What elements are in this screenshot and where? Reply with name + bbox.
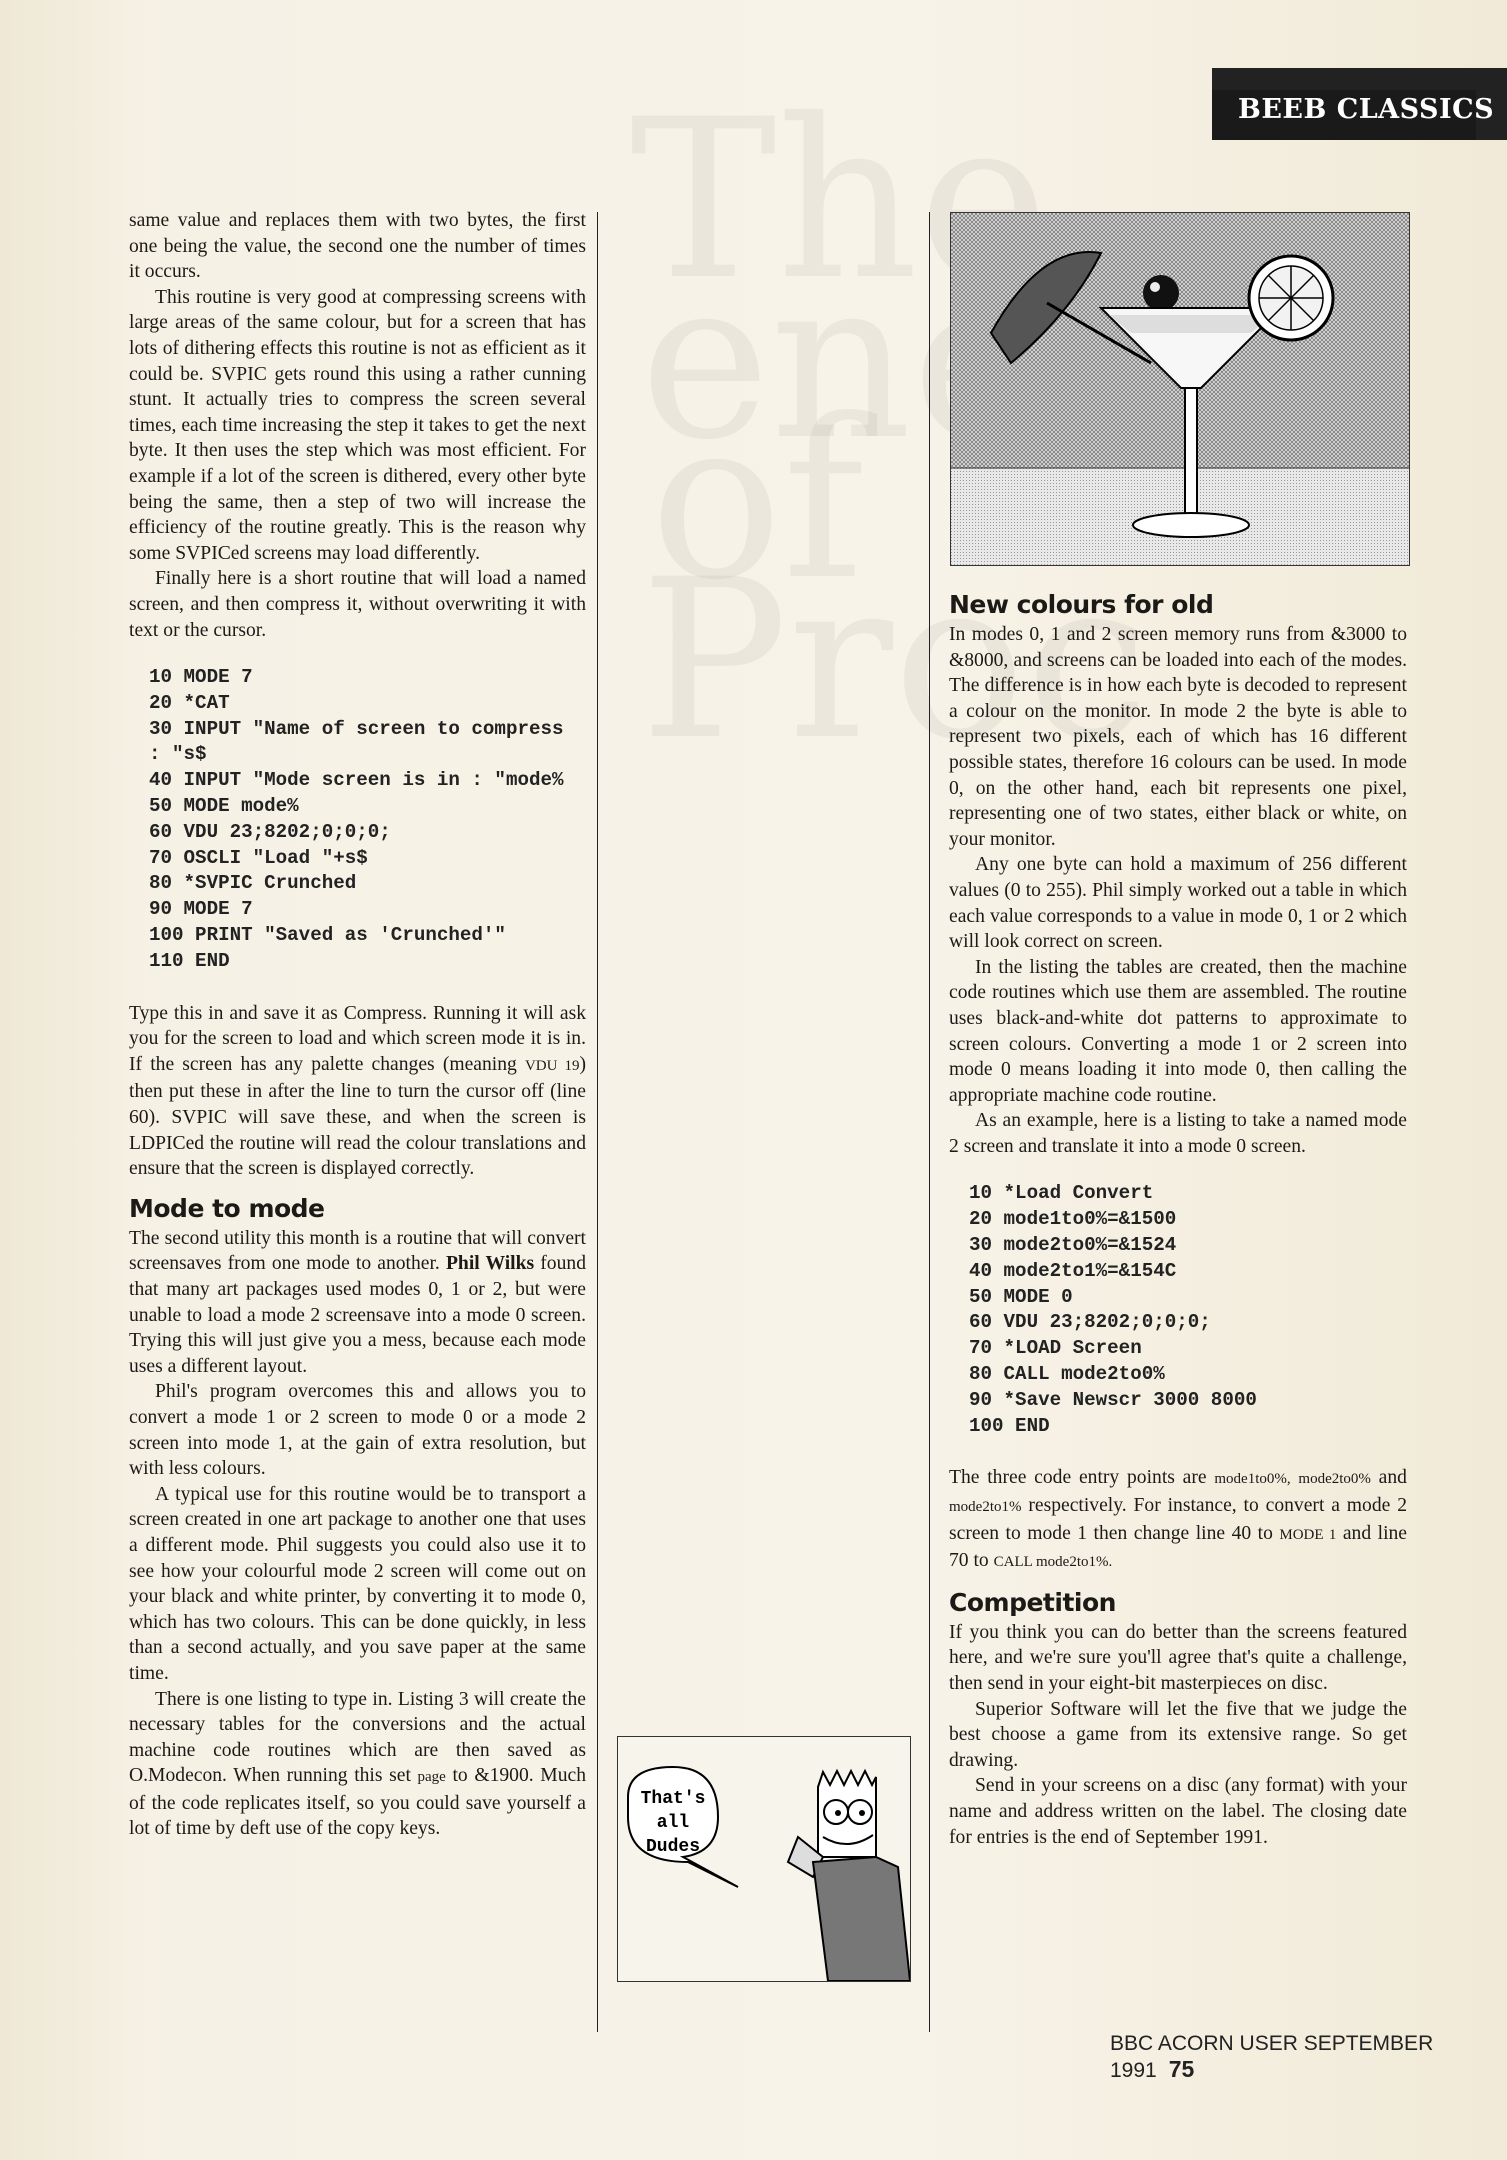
- right-column: [949, 588, 1407, 1850]
- paragraph: Send in your screens on a disc (any format) with your name and address written on the label. The closing date for entries is the end of September 1991.: [949, 1775, 1407, 1848]
- code-line: 10 MODE 7: [149, 666, 253, 689]
- paragraph: Phil's program overcomes this and allows you to convert a mode 1 or 2 screen to mode 0 or a mode 2 screen into mode 1, at the gain of extra resolution, but with less colours.: [129, 1381, 586, 1480]
- code-line: 20 mode1to0%=&1500: [969, 1208, 1177, 1231]
- left-column: [129, 208, 586, 1842]
- code-listing-convert: [969, 1181, 1407, 1439]
- paragraph: Any one byte can hold a maximum of 256 different values (0 to 255). Phil simply worked out a table in which each value corresponds to a value in mode 0, 1 or 2 which will look correct on screen.: [949, 854, 1407, 953]
- page-footer: [1110, 2032, 1507, 2083]
- paragraph: In the listing the tables are created, then the machine code routines which use them are assembled. The routine uses black-and-white dot patterns to approximate to screen colours. Converting a mode 1 or 2 screen into mode 0 means loading it into mode 0, then calling the appropriate machine code routine.: [949, 956, 1407, 1106]
- code-line: 40 mode2to1%=&154C: [969, 1259, 1177, 1282]
- cocktail-illustration: [951, 213, 1409, 565]
- code-line: 80 *SVPIC Crunched: [149, 872, 357, 895]
- paragraph: same value and replaces them with two bytes, the first one being the value, the second one the number of times it occurs.: [129, 210, 586, 283]
- code-line: 60 VDU 23;8202;0;0;0;: [969, 1311, 1211, 1334]
- paragraph: The three code entry points are mode1to0%, mode2to0% and mode2to1% respectively. For instance, to convert a mode 2 screen to mode 1 then change line 40 to MODE 1 and line 70 to CALL mode2to1%.: [949, 1467, 1408, 1572]
- paragraph: A typical use for this routine would be to transport a screen created in one art package to another one that uses a different mode. Phil suggests you could also use it to see how your colourful mode 2 screen will come out on your black and white printer, by converting it to mode 0, which has two colours. This can be done quickly, in less than a second actually, and you save paper at the same time.: [129, 1483, 586, 1684]
- code-line: 10 *Load Convert: [969, 1182, 1154, 1205]
- code-line: 50 MODE mode%: [149, 795, 299, 818]
- paragraph: The second utility this month is a routine that will convert screensaves from one mode to another. Phil Wilks found that many art packages used modes 0, 1 or 2, but were unable to load a mode 2 screensave into a mode 0 screen. Trying this will just give you a mess, because each mode uses a different layout.: [129, 1227, 586, 1377]
- paragraph: Finally here is a short routine that will load a named screen, and then compress it, without overwriting it with text or the cursor.: [129, 568, 586, 641]
- heading-mode-to-mode: Mode to mode: [129, 1193, 325, 1223]
- section-tag: BEEB CLASSICS: [1238, 94, 1495, 125]
- code-line: 20 *CAT: [149, 691, 230, 714]
- code-line: 60 VDU 23;8202;0;0;0;: [149, 820, 391, 843]
- paragraph: Type this in and save it as Compress. Running it will ask you for the screen to load and which screen mode it is in. If the screen has any palette changes (meaning VDU 19) then put these in after the line to turn the cursor off (line 60). SVPIC will save these, and when the screen is LDPICed the routine will read the colour translations and ensure that the screen is displayed correctly.: [129, 1002, 587, 1180]
- code-line: 100 PRINT "Saved as 'Crunched'": [149, 924, 506, 947]
- paragraph: If you think you can do better than the screens featured here, and we're sure you'll agree that's quite a challenge, then send in your eight-bit masterpieces on disc.: [949, 1621, 1407, 1694]
- paragraph: There is one listing to type in. Listing 3 will create the necessary tables for the conversions and the actual machine code routines which are then saved as O.Modecon. When running this set page to &1900. Much of the code replicates itself, so you could save yourself a lot of time by deft use of the copy keys.: [129, 1688, 586, 1840]
- code-line: 40 INPUT "Mode screen is in : "mode%: [149, 769, 564, 792]
- page-number: 75: [1168, 2056, 1195, 2082]
- column-rule-right: [929, 212, 930, 2032]
- code-line: 100 END: [969, 1414, 1050, 1437]
- code-listing-compress: [149, 665, 586, 975]
- author-name: Phil Wilks: [445, 1253, 535, 1275]
- cocktail-screen-image: [950, 212, 1410, 566]
- heading-new-colours: New colours for old: [949, 590, 1214, 619]
- bart-cartoon-illustration: [618, 1737, 910, 1981]
- speech-line: all: [656, 1813, 690, 1833]
- code-line: 70 *LOAD Screen: [969, 1337, 1142, 1360]
- thats-all-dudes-cartoon: [617, 1736, 911, 1982]
- speech-line: Dudes: [645, 1837, 701, 1857]
- code-line: 50 MODE 0: [969, 1285, 1073, 1308]
- code-line: 70 OSCLI "Load "+s$: [149, 846, 368, 869]
- code-line: 30 INPUT "Name of screen to compress : "s$: [149, 717, 576, 766]
- magazine-issue: BBC ACORN USER SEPTEMBER 1991: [1110, 2032, 1434, 2082]
- code-line: 90 *Save Newscr 3000 8000: [969, 1388, 1257, 1411]
- heading-competition: Competition: [949, 1587, 1116, 1617]
- speech-line: That's: [640, 1789, 706, 1809]
- paragraph: This routine is very good at compressing screens with large areas of the same colour, but for a screen that has lots of dithering effects this routine is not as efficient as it could be. SVPIC gets round this using a rather cunning stunt. It actually tries to compress the screen several times, each time increasing the step it takes to get the next byte. It then uses the step which was most efficient. For example if a lot of the screen is dithered, every other byte being the same, then a step of two will increase the efficiency of the routine greatly. This is the reason why some SVPICed screens may load differently.: [129, 286, 586, 564]
- column-rule-left: [597, 212, 598, 2032]
- code-line: 110 END: [149, 949, 230, 972]
- code-line: 90 MODE 7: [149, 898, 253, 921]
- paragraph: As an example, here is a listing to take a named mode 2 screen and translate it into a mode 0 screen.: [949, 1110, 1407, 1157]
- paragraph: Superior Software will let the five that we judge the best choose a game from its extensive range. So get drawing.: [949, 1698, 1407, 1771]
- paragraph: In modes 0, 1 and 2 screen memory runs from &3000 to &8000, and screens can be loaded into each of the modes. The difference is in how each byte is decoded to represent a colour on the monitor. In mode 2 the byte is able to represent two pixels, each of which has 16 different possible states, therefore 16 colours can be used. In mode 0, on the other hand, each bit represents one pixel, representing one of two states, either black or white, on your monitor.: [949, 624, 1407, 850]
- code-line: 30 mode2to0%=&1524: [969, 1234, 1177, 1257]
- code-line: 80 CALL mode2to0%: [969, 1363, 1165, 1386]
